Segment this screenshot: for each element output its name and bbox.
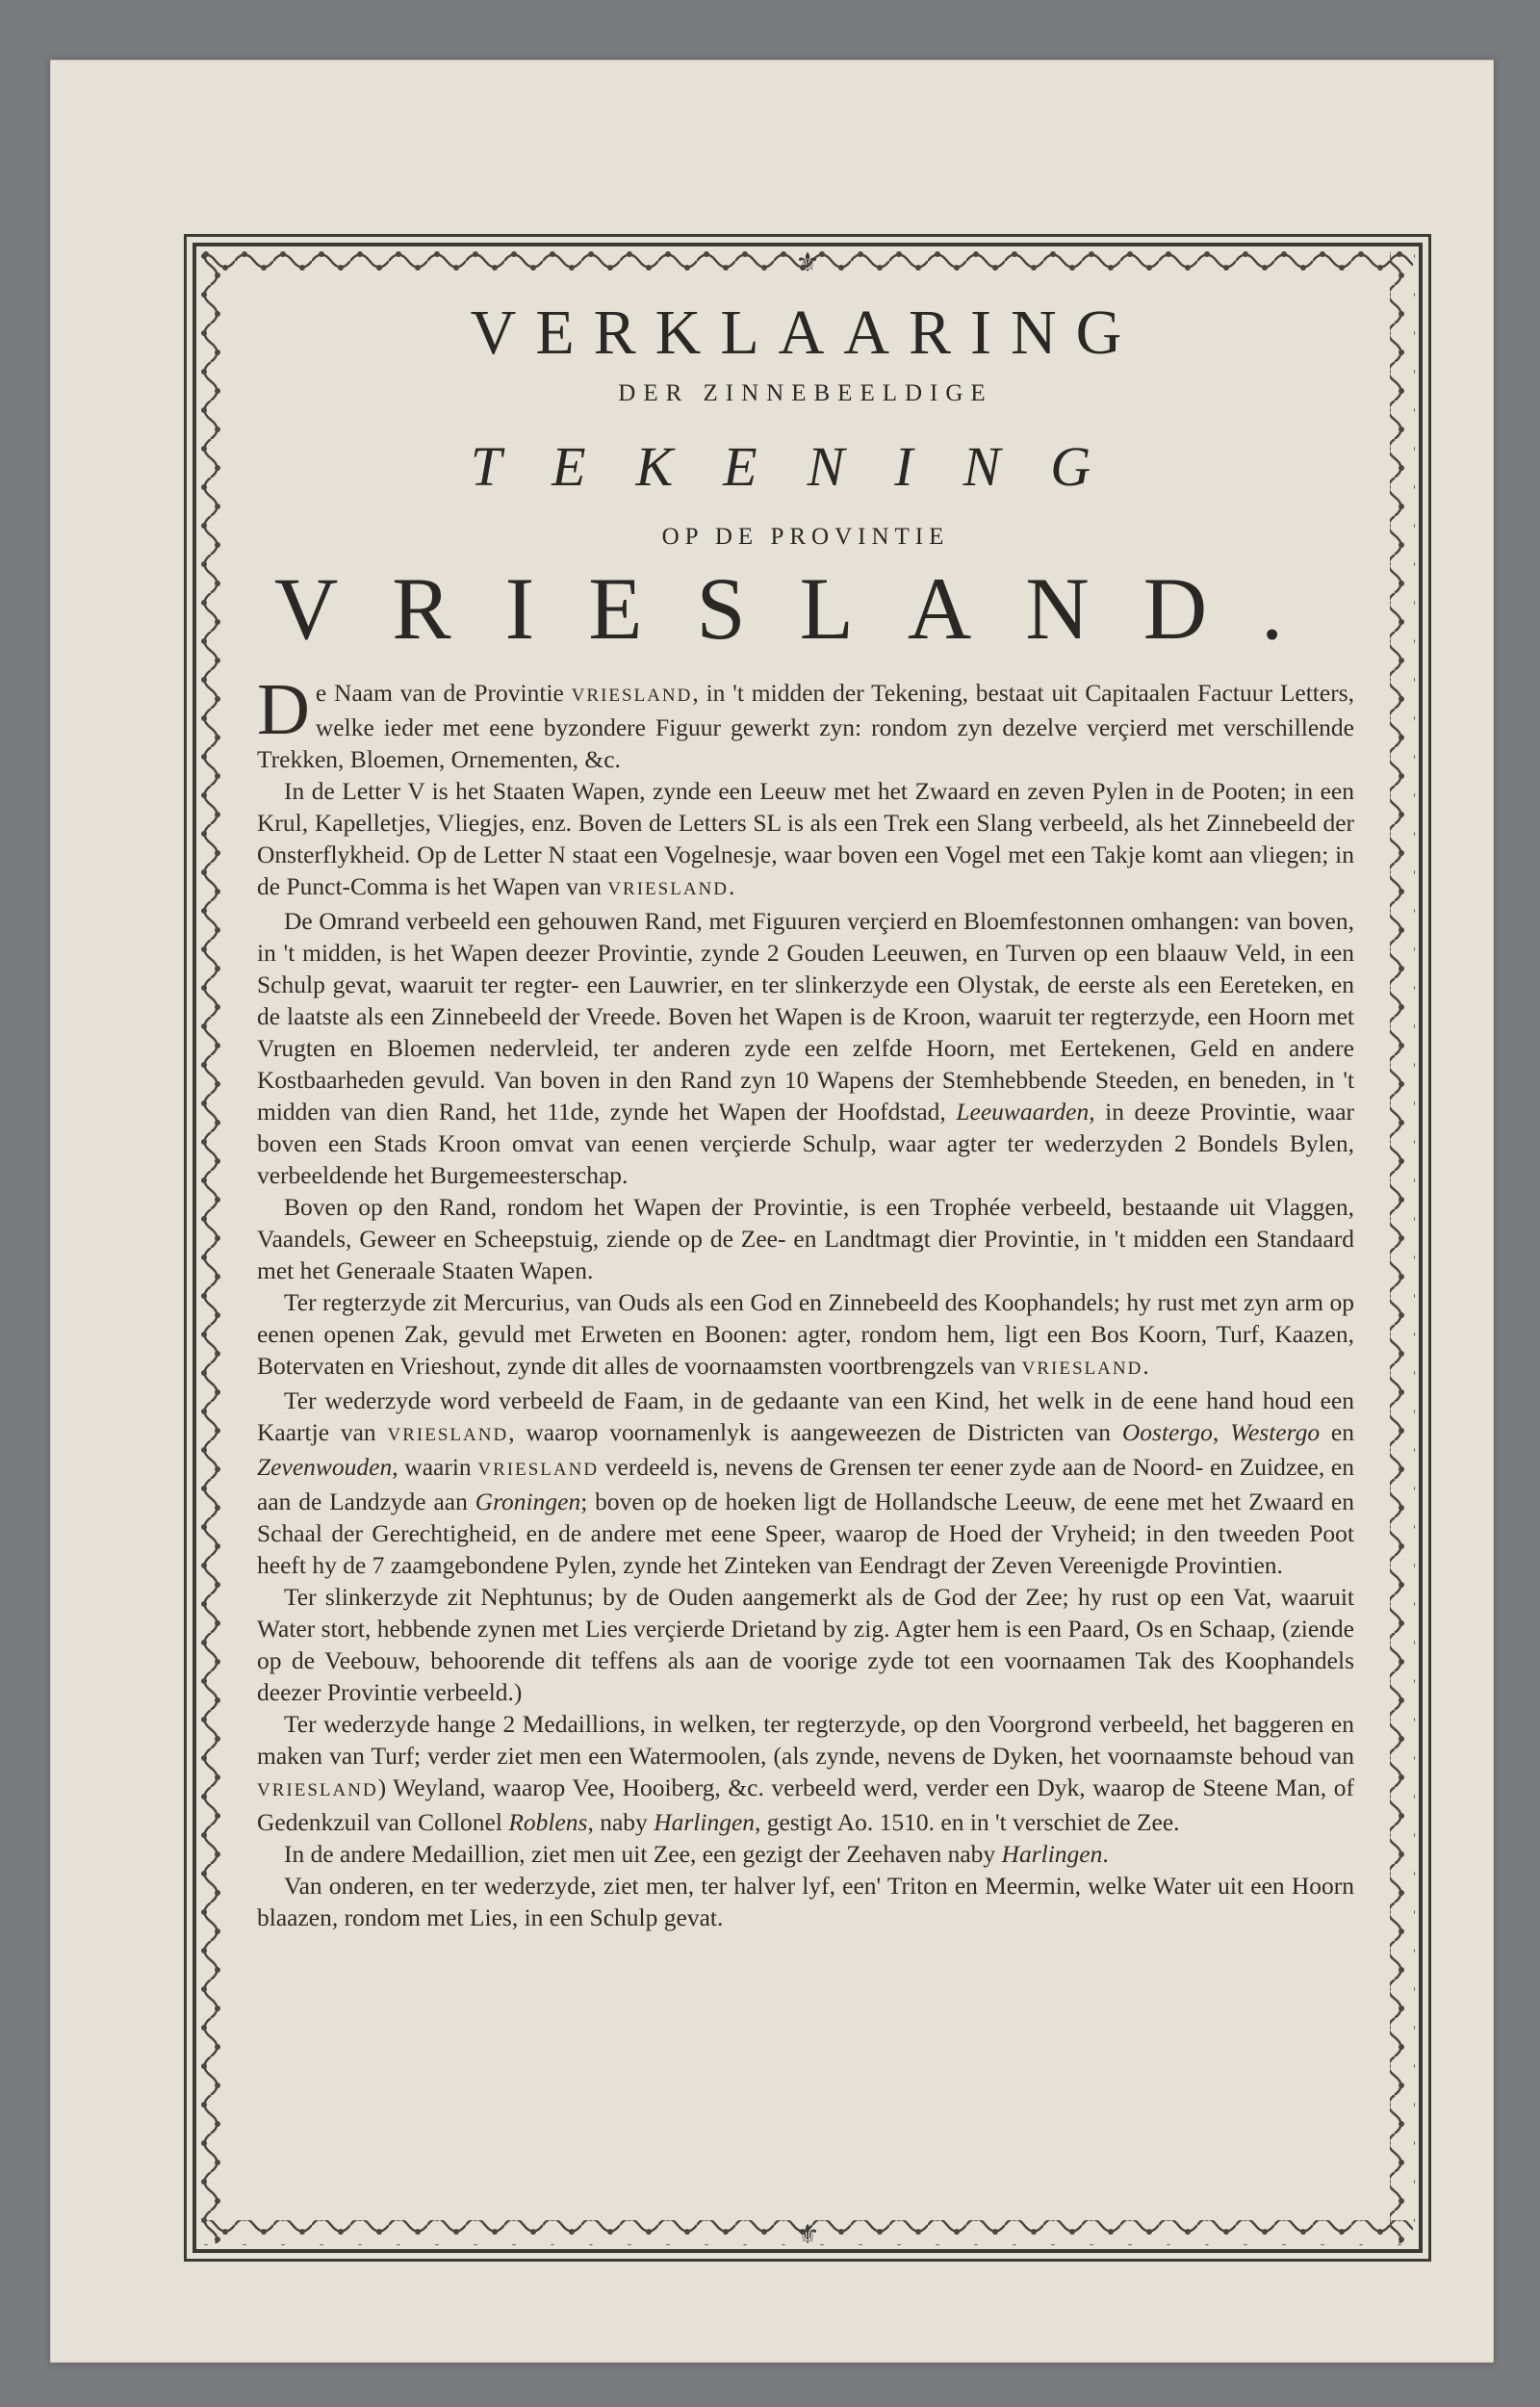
text-run: Ter slinkerzyde zit Nephtunus; by de Ouden aangemerkt als de God der Zee; hy rust op een Vat, waaruit Water stort, hebbende zynen met Lies verçierde Drietand by zig. Agter hem is een Paard, Os en Schaap, (ziende op de Veebouw, behoorende dit teffens als aan de voorige zyde tot een voornaamen Tak des Koophandels deezer Provintie verbeeld.) (257, 1582, 1354, 1706)
paragraph (257, 905, 1354, 1191)
svg-text:⚜: ⚜ (795, 246, 820, 278)
document-content (257, 281, 1354, 2207)
text-run: Boven op den Rand, rondom het Wapen der Provintie, is een Trophée verbeeld, bestaande uit Vlaggen, Vaandels, Geweer en Scheepstuig, ziende op de Zee- en Landtmagt dier Provintie, in 't midden een Standaard met het Generaale Staaten Wapen. (257, 1192, 1354, 1284)
svg-text:⚜: ⚜ (795, 2218, 820, 2249)
italic-name: Groningen (475, 1487, 581, 1515)
text-run: , naby (587, 1807, 654, 1836)
italic-name: Harlingen (654, 1807, 756, 1836)
paragraph (257, 1870, 1354, 1933)
text-run: , in deeze Provintie, waar boven een Stads Kroon omvat van eenen verçierde Schulp, waar agter ter wederzyden 2 Bondels Bylen, verbeeldende het Burgemeesterschap. (257, 1097, 1354, 1189)
italic-name: Leeuwaarden (956, 1097, 1090, 1126)
text-run: . (729, 871, 735, 900)
paper-sheet (50, 60, 1494, 2363)
text-run: , waarin (392, 1452, 478, 1481)
text-run: , waarop voornamenlyk is aangeweezen de Districten van (508, 1417, 1122, 1446)
paragraph (257, 1191, 1354, 1286)
text-run: , in 't midden der Tekening, bestaat uit Capitaalen Factuur Letters, welke ieder met eene byzondere Figuur gewerkt zyn: rondom zyn dezelve verçierd met verschillende Trekken, Bloemen, Ornementen, &c. (257, 678, 1354, 773)
text-run: In de andere Medaillion, ziet men uit Zee, een gezigt der Zeehaven naby (284, 1839, 1002, 1868)
italic-name: Harlingen (1001, 1839, 1103, 1868)
paragraph (257, 775, 1354, 905)
paragraph (257, 1838, 1354, 1870)
italic-name: Roblens (508, 1807, 588, 1836)
small-caps-name: VRIESLAND (477, 1459, 600, 1480)
drop-capital: D (257, 668, 310, 750)
small-caps-name: VRIESLAND (387, 1424, 509, 1445)
italic-name: Zevenwouden (257, 1452, 393, 1481)
small-caps-name: VRIESLAND (257, 1779, 378, 1800)
body-text (257, 668, 1355, 1933)
text-run: ) Weyland, waarop Vee, Hooiberg, &c. verbeeld werd, verder een Dyk, waarop de Steene Man, of Gedenkzuil van Collonel (257, 1773, 1354, 1836)
text-run: . (1102, 1839, 1109, 1868)
paragraph (257, 1581, 1354, 1708)
text-run: . (1142, 1351, 1149, 1380)
text-run: Ter regterzyde zit Mercurius, van Ouds als een God en Zinnebeeld des Koophandels; hy rust met zyn arm op eenen openen Zak, gevuld met Erweten en Boonen: agter, rondom hem, ligt een Bos Koorn, Turf, Kaazen, Botervaten en Vrieshout, zynde dit alles de voornaamsten voortbrengzels van (257, 1287, 1354, 1380)
italic-name: Westergo (1230, 1417, 1321, 1446)
small-caps-name: VRIESLAND (607, 878, 729, 899)
paragraph (257, 1286, 1354, 1385)
paragraph (257, 1385, 1354, 1581)
text-run: en (1320, 1417, 1354, 1446)
paragraph (257, 1708, 1354, 1838)
text-run: Ter wederzyde word verbeeld de Faam, in de gedaante van een Kind, het welk in de eene hand houd een Kaartje van (257, 1385, 1354, 1446)
text-run: e Naam van de Provintie (315, 678, 572, 707)
text-run: , (1212, 1417, 1231, 1446)
title-verklaaring: VERKLAARING (470, 298, 1142, 368)
paragraph (257, 668, 1354, 775)
text-run: verdeeld is, nevens de Grensen ter eener zyde aan de Noord- en Zuidzee, en aan de Landzyde aan (257, 1452, 1354, 1515)
title-op-de-provintie: OP DE PROVINTIE (661, 523, 950, 550)
title-der-zinnebeeldige: DER ZINNEBEELDIGE (618, 379, 993, 406)
text-run: Van onderen, en ter wederzyde, ziet men, ter halver lyf, een' Triton en Meermin, welke Water uit een Hoorn blaazen, rondom met Lies, in een Schulp gevat. (257, 1871, 1354, 1931)
text-run: , gestigt Ao. 1510. en in 't verschiet de Zee. (755, 1807, 1180, 1836)
text-run: De Omrand verbeeld een gehouwen Rand, met Figuuren verçierd en Bloemfestonnen omhangen: van boven, in 't midden, is het Wapen deezer Provintie, zynde 2 Gouden Leeuwen, en Turven op een blaauw Veld, in een Schulp gevat, waaruit ter regter- een Lauwrier, en ter slinkerzyde een Olystak, de eerste als een Eereteken, en de laatste als een Zinnebeeld der Vreede. Boven het Wapen is de Kroon, waaruit ter regterzyde, een Hoorn met Vrugten en Bloemen nedervleid, ter anderen zyde een zelfde Hoorn, met Eertekenen, Geld en andere Kostbaarheden gevuld. Van boven in den Rand zyn 10 Wapens der Stemhebbende Steeden, en beneden, in 't midden van dien Rand, het 11de, zynde het Wapen der Hoofdstad, (257, 906, 1354, 1126)
text-run: In de Letter V is het Staaten Wapen, zynde een Leeuw met het Zwaard en zeven Pylen in de Pooten; in een Krul, Kapelletjes, Vliegjes, enz. Boven de Letters SL is als een Trek een Slang verbeeld, als het Zinnebeeld der Onsterflykheid. Op de Letter N staat een Vogelnesje, waar boven een Vogel met een Takje komt aan vliegen; in de Punct-Comma is het Wapen van (257, 776, 1354, 900)
italic-name: Oostergo (1121, 1417, 1213, 1446)
text-run: Ter wederzyde hange 2 Medaillions, in welken, ter regterzyde, op den Voorgrond verbeeld, het baggeren en maken van Turf; verder ziet men een Watermoolen, (als zynde, nevens de Dyken, het voornaamste behoud van (257, 1709, 1354, 1770)
small-caps-name: VRIESLAND (571, 685, 693, 706)
text-run: ; boven op de hoeken ligt de Hollandsche Leeuw, de eene met het Zwaard en Schaal der Gerechtigheid, en de andere met eene Speer, waarop de Hoed der Vryheid; in den tweeden Poot heeft hy de 7 zaamgebondene Pylen, zynde het Zinteken van Eendragt der Zeven Vereenigde Provintien. (257, 1487, 1355, 1579)
title-tekening: TEKENING (470, 434, 1142, 498)
small-caps-name: VRIESLAND (1021, 1358, 1143, 1379)
title-vriesland: VRIESLAND. (273, 558, 1338, 658)
